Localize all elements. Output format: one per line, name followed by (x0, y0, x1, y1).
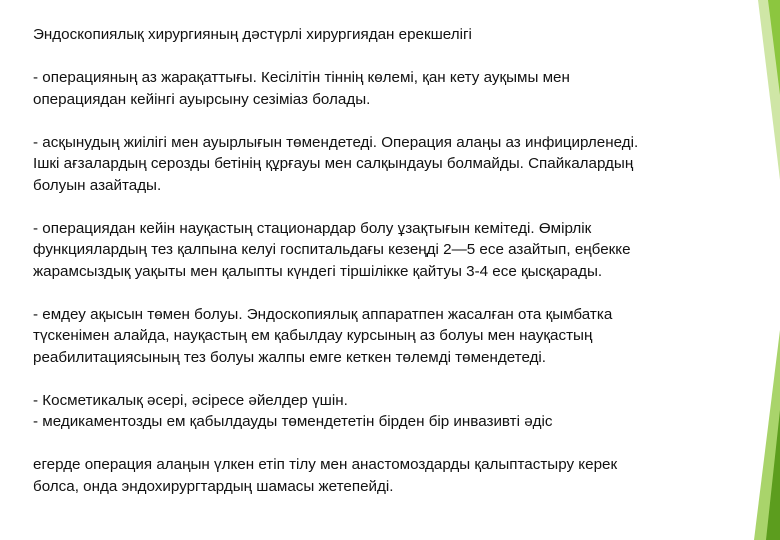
paragraph-limitation (33, 454, 759, 497)
text-line: - операцияның аз жарақаттығы. Кесілітін тіннің көлемі, қан кету ауқымы мен (33, 69, 570, 86)
text-line: болса, онда эндохирургтардың шамасы жетепейді. (33, 477, 394, 495)
paragraph-gap (33, 46, 759, 68)
text-line: - асқынудың жиілігі мен ауырлығын төмендетеді. Операция алаңы аз инфицирленеді. (33, 133, 639, 151)
paragraph-cost (33, 304, 759, 369)
text-line: жарамсыздық уақыты мен қалыпты күндегі тіршілікке қайтуы 3-4 есе қысқарады. (33, 262, 603, 280)
text-line: функциялардың тез қалпына келуі госпитальдағы кезеңді 2—5 есе азайтып, еңбекке (33, 241, 631, 258)
slide-title (33, 24, 759, 46)
title-text: Эндоскопиялық хирургияның дәстүрлі хирургиядан ерекшелігі (33, 26, 472, 43)
paragraph-gap (33, 110, 759, 132)
paragraph-hospital-stay (33, 218, 759, 283)
paragraph-complications (33, 132, 759, 197)
paragraph-gap (33, 196, 759, 218)
text-line: түскенімен алайда, науқастың ем қабылдау курсының аз болуы мен науқастың (33, 327, 593, 344)
text-line: операциядан кейінгі ауырсыну сезіміаз болады. (33, 90, 371, 108)
paragraph-gap (33, 282, 759, 304)
text-line: болуын азайтады. (33, 176, 162, 194)
text-line: - емдеу ақысын төмен болуы. Эндоскопиялық аппаратпен жасалған ота қымбатка (33, 305, 613, 323)
slide-content (33, 24, 759, 497)
text-line: - операциядан кейін науқастың стационардар болу ұзақтығын кемітеді. Өмірлік (33, 219, 592, 237)
text-line: - Косметикалық әсері, әсіресе әйелдер үшін. (33, 391, 348, 409)
paragraph-cosmetic (33, 390, 759, 433)
text-line: реабилитациясының тез болуы жалпы емге кеткен төлемді төмендетеді. (33, 348, 547, 366)
paragraph-gap (33, 368, 759, 390)
paragraph-trauma (33, 67, 759, 110)
paragraph-gap (33, 433, 759, 455)
text-line: егерде операция алаңын үлкен етіп тілу мен анастомоздарды қалыптастыру керек (33, 456, 618, 473)
text-line: Ішкі ағзалардың серозды бетінің құрғауы мен салқындауы болмайды. Спайкалардың (33, 155, 634, 172)
text-line: - медикаментозды ем қабылдауды төмендететін бірден бір инвазивті әдіс (33, 413, 553, 430)
